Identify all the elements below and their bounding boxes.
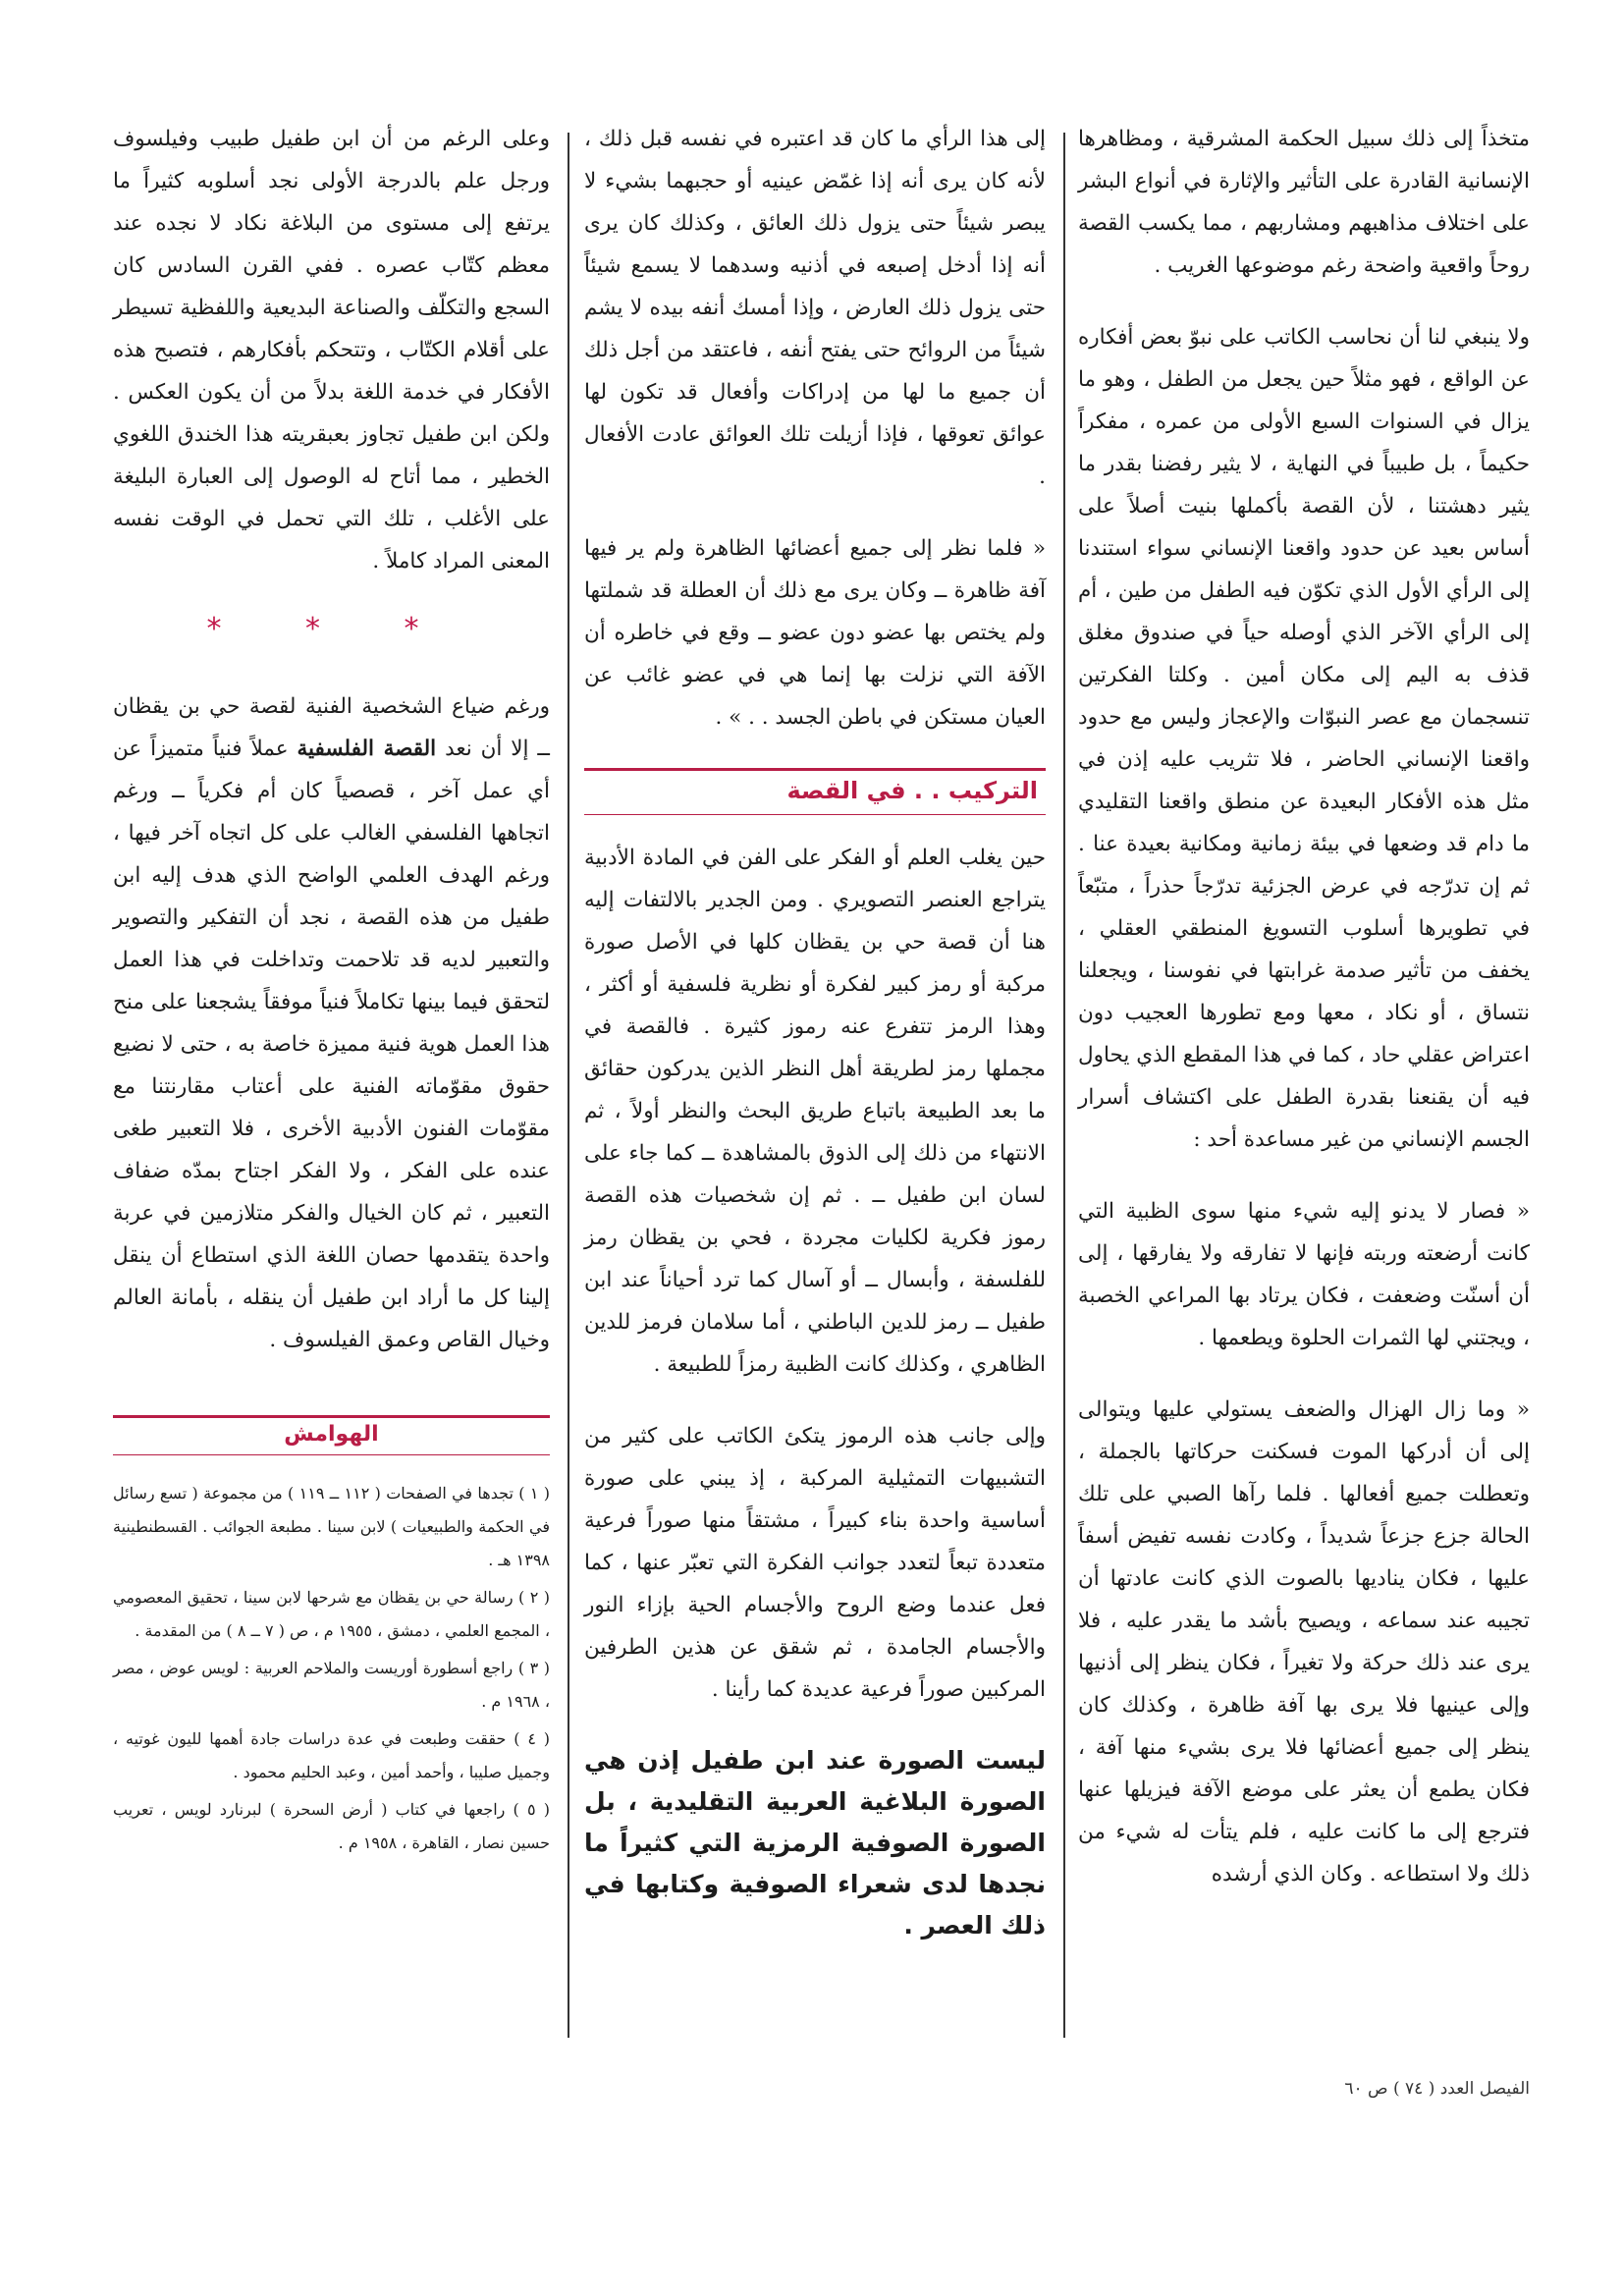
middle-paragraph-1: إلى هذا الرأي ما كان قد اعتبره في نفسه قبل ذلك ، لأنه كان يرى أنه إذا غمّض عينيه أو حجبهما بشيء لا يبصر شيئاً حتى يزول ذلك العائق ، وكذلك كان يرى أنه إذا أدخل إصبعه في أذنيه وسدهما لا يسمع شيئاً حتى يزول ذلك العارض ، وإذا أمسك أنفه بيده لا يشم شيئاً من الروائح حتى يفتح أنفه ، فاعتقد من أجل ذلك أن جميع ما لها من إدراكات وأفعال قد تكون لها عوائق تعوقها ، فإذا أزيلت تلك العوائق عادت الأفعال . xyxy=(584,127,1046,489)
left-column xyxy=(113,118,550,1864)
footnote-item: ( ٢ ) رسالة حي بن يقظان مع شرحها لابن سينا ، تحقيق المعصومي ، المجمع العلمي ، دمشق ، ١٩٥٥ م ، ص ( ٧ ــ ٨ ) من المقدمة . xyxy=(113,1588,551,1640)
middle-paragraph-3: وإلى جانب هذه الرموز يتكئ الكاتب على كثير من التشبيهات التمثيلية المركبة ، إذ يبني على صورة أساسية واحدة بناء كبيراً ، مشتقاً منها صوراً فرعية متعددة تبعاً لتعدد جوانب الفكرة التي تعبّر عنها ، كما فعل عندما وضع الروح والأجسام الحية بإزاء النور والأجسام الجامدة ، ثم شقق عن هذين الطرفين المركبين صوراً فرعية عديدة كما رأينا . xyxy=(584,1424,1046,1702)
pullquote: ليست الصورة عند ابن طفيل إذن هي الصورة البلاغية العربية التقليدية ، بل الصورة الصوفية الرمزية التي كثيراً ما نجدها لدى شعراء الصوفية وكتابها في ذلك العصر . xyxy=(584,1746,1046,1940)
footnote-item: ( ٥ ) راجعها في كتاب ( أرض السحرة ) لبرنارد لويس ، تعريب حسين نصار ، القاهرة ، ١٩٥٨ م . xyxy=(113,1800,551,1852)
footnotes-heading: الهوامش xyxy=(113,1415,550,1455)
middle-quote: « فلما نظر إلى جميع أعضائها الظاهرة ولم ير فيها آفة ظاهرة ــ وكان يرى مع ذلك أن العطلة قد شملتها ولم يختص بها عضو دون عضو ــ وقع في خاطره أن الآفة التي نزلت بها إنما هي في عضو غائب عن العيان مستكن في باطن الجسد . . » . xyxy=(584,536,1046,730)
left-paragraph-2-start: ورغم ضياع الشخصية الفنية لقصة حي بن يقظان ــ إلا أن نعد xyxy=(113,694,550,761)
footnote-item: ( ٤ ) حققت وطبعت في عدة دراسات جادة أهمها لليون غوتيه ، وجميل صليبا ، وأحمد أمين ، وعبد الحليم محمود . xyxy=(113,1729,550,1781)
left-paragraph-2-rest: عملاً فنياً متميزاً عن أي عمل آخر ، قصصياً كان أم فكرياً ــ ورغم اتجاهها الفلسفي الغالب على كل اتجاه آخر فيها ، ورغم الهدف العلمي الواضح الذي هدف إليه ابن طفيل من هذه القصة ، نجد أن التفكير والتصوير والتعبير لديه قد تلاحمت وتداخلت في هذا العمل لتحقق فيما بينها تكاملاً فنياً موفقاً يشجعنا على منح هذا العمل هوية فنية مميزة خاصة به ، حتى لا نضيع حقوق مقوّماته الفنية على أعتاب مقارنتنا مع مقوّمات الفنون الأدبية الأخرى ، فلا التعبير طغى عنده على الفكر ، ولا الفكر اجتاح بمدّه ضفاف التعبير ، ثم كان الخيال والفكر متلازمين في عربة واحدة يتقدمها حصان اللغة الذي استطاع أن ينقل إلينا كل ما أراد ابن طفيل أن ينقله ، بأمانة العالم وخيال القاص وعمق الفيلسوف . xyxy=(113,737,550,1352)
footnote-item: ( ٣ ) راجع أسطورة أوريست والملاحم العربية : لويس عوض ، مصر ، ١٩٦٨ م . xyxy=(113,1659,550,1711)
right-paragraph-1: متخذاً إلى ذلك سبيل الحكمة المشرقية ، ومظاهرها الإنسانية القادرة على التأثير والإثارة في أنواع البشر على اختلاف مذاهبهم ومشاربهم ، مما يكسب القصة روحاً واقعية واضحة رغم موضوعها الغريب . xyxy=(1078,127,1530,278)
section-separator-stars: * * * xyxy=(206,612,457,646)
right-column xyxy=(1078,118,1530,1925)
middle-paragraph-2: حين يغلب العلم أو الفكر على الفن في المادة الأدبية يتراجع العنصر التصويري . ومن الجدير بالالتفات إليه هنا أن قصة حي بن يقظان كلها في الأصل صورة مركبة أو رمز كبير لفكرة أو نظرية فلسفية أو أكثر ، وهذا الرمز تتفرع عنه رموز كثيرة . فالقصة في مجملها رمز لطريقة أهل النظر الذين يدركون حقائق ما بعد الطبيعة باتباع طريق البحث والنظر أولاً ، ثم الانتهاء من ذلك إلى الذوق بالمشاهدة ــ كما جاء على لسان ابن طفيل ــ . ثم إن شخصيات هذه القصة رموز فكرية لكليات مجردة ، فحي بن يقظان رمز للفلسفة ، وأبسال ــ أو آسال كما ترد أحياناً عند ابن طفيل ــ رمز للدين الباطني ، أما سلامان فرمز للدين الظاهري ، وكذلك كانت الظبية رمزاً للطبيعة . xyxy=(584,846,1046,1377)
right-paragraph-2: ولا ينبغي لنا أن نحاسب الكاتب على نبوّ بعض أفكاره عن الواقع ، فهو مثلاً حين يجعل من الطفل ، وهو ما يزال في السنوات السبع الأولى من عمره ، مفكراً حكيماً ، بل طبيباً في النهاية ، لا يثير رفضنا بقدر ما يثير دهشتنا ، لأن القصة بأكملها بنيت أصلاً على أساس بعيد عن حدود واقعنا الإنساني سواء استندنا إلى الرأي الأول الذي تكوّن فيه الطفل من طين ، أم إلى الرأي الآخر الذي أوصله حياً في صندوق مغلق قذف به اليم إلى مكان أمين . وكلتا الفكرتين تنسجمان مع عصر النبوّات والإعجاز وليس مع حدود واقعنا الإنساني الحاضر ، فلا تثريب عليه إذن في مثل هذه الأفكار البعيدة عن منطق واقعنا التقليدي ما دام قد وضعها في بيئة زمانية ومكانية بعيدة عنا . ثم إن تدرّجه في عرض الجزئية تدرّجاً حذراً ، متبّعاً في تطويرها أسلوب التسويغ المنطقي العقلي ، يخفف من تأثير صدمة غرابتها في نفوسنا ، ويجعلنا نتساق ، أو نكاد ، معها ومع تطورها العجيب دون اعتراض عقلي حاد ، كما في هذا المقطع الذي يحاول فيه أن يقنعنا بقدرة الطفل على اكتشاف أسرار الجسم الإنساني من غير مساعدة أحد : xyxy=(1078,325,1530,1152)
page-footer: الفيصل العدد ( ٧٤ ) ص ٦٠ xyxy=(1344,2079,1530,2099)
section-heading: التركيب . . في القصة xyxy=(584,768,1046,815)
left-paragraph-2 xyxy=(113,685,550,1361)
right-quote-1: « فصار لا يدنو إليه شيء منها سوى الظبية التي كانت أرضعته وربته فإنها لا تفارقه ولا يفارقها ، إلى أن أسنّت وضعفت ، فكان يرتاد بها المراعي الخصبة ، ويجتني لها الثمرات الحلوة ويطعمها . xyxy=(1078,1199,1530,1350)
footnote-item: ( ١ ) تجدها في الصفحات ( ١١٢ ــ ١١٩ ) من مجموعة ( تسع رسائل في الحكمة والطبيعيات ) لابن سينا . مطبعة الجوائب . القسطنطينية ١٣٩٨ هـ . xyxy=(113,1484,551,1569)
philosophical-story-emphasis: القصة الفلسفية xyxy=(297,737,437,761)
middle-column xyxy=(584,118,1046,1946)
left-paragraph-1: وعلى الرغم من أن ابن طفيل طبيب وفيلسوف ورجل علم بالدرجة الأولى نجد أسلوبه كثيراً ما يرتفع إلى مستوى من البلاغة نكاد لا نجده عند معظم كتّاب عصره . ففي القرن السادس كان السجع والتكلّف والصناعة البديعية واللفظية تسيطر على أقلام الكتّاب ، وتتحكم بأفكارهم ، فتصبح هذه الأفكار في خدمة اللغة بدلاً من أن يكون العكس . ولكن ابن طفيل تجاوز بعبقريته هذا الخندق اللغوي الخطير ، مما أتاح له الوصول إلى العبارة البليغة على الأغلب ، تلك التي تحمل في الوقت نفسه المعنى المراد كاملاً . xyxy=(113,127,550,574)
right-quote-2: « وما زال الهزال والضعف يستولي عليها ويتوالى إلى أن أدركها الموت فسكنت حركاتها بالجملة ، وتعطلت جميع أفعالها . فلما رآها الصبي على تلك الحالة جزع جزعاً شديداً ، وكادت نفسه تفيض أسفاً عليها ، فكان يناديها بالصوت الذي كانت عادتها أن تجيبه عند سماعه ، ويصيح بأشد ما يقدر عليه ، فلا يرى عند ذلك حركة ولا تغيراً ، فكان ينظر إلى أذنيها وإلى عينيها فلا يرى بها آفة ظاهرة ، وكذلك كان ينظر إلى جميع أعضائها فلا يرى بشيء منها آفة ، فكان يطمع أن يعثر على موضع الآفة فيزيلها عنها فترجع إلى ما كانت عليه ، فلم يتأت له شيء من ذلك ولا استطاعه . وكان الذي أرشده xyxy=(1078,1397,1530,1886)
column-divider-right xyxy=(1063,133,1065,2038)
column-divider-left xyxy=(568,133,569,2038)
footnotes-list xyxy=(113,1477,550,1860)
